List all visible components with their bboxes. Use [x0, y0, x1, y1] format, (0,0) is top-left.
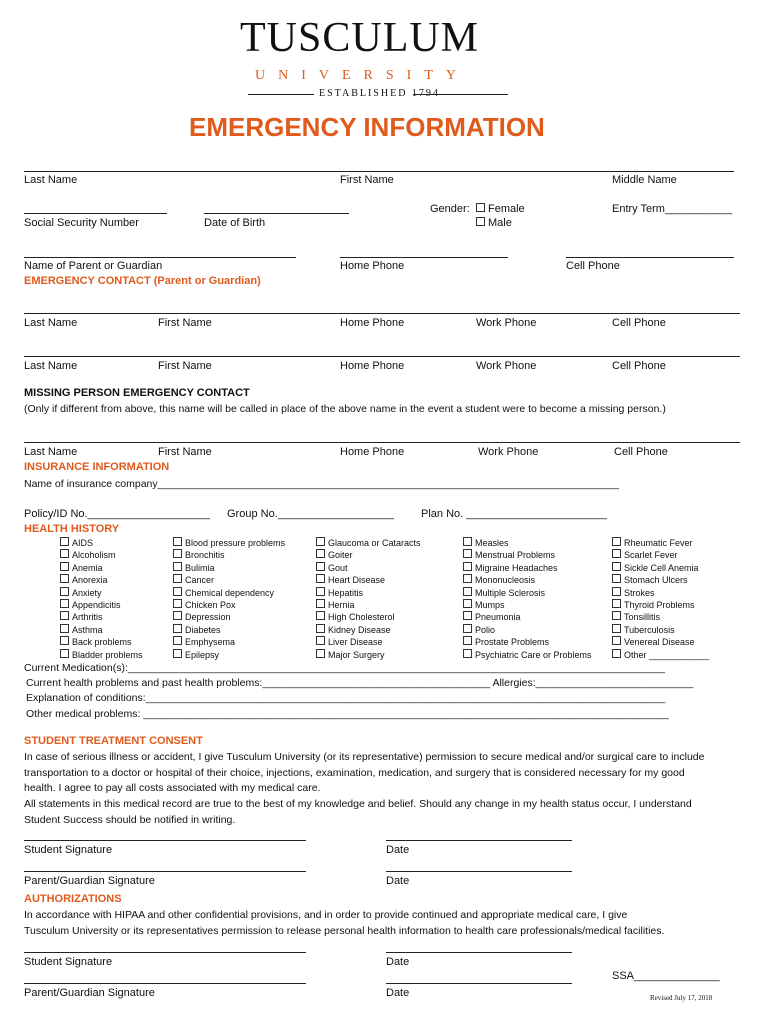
condition-label: Glaucoma or Cataracts — [328, 538, 421, 548]
health-condition-item[interactable] — [612, 574, 709, 586]
condition-label: Other ____________ — [624, 649, 710, 660]
condition-label: Thyroid Problems — [624, 600, 695, 611]
condition-label: Arthritis — [72, 612, 103, 623]
health-condition-item[interactable] — [463, 537, 592, 549]
condition-label: Bladder problems — [72, 649, 143, 660]
condition-checkbox[interactable] — [173, 599, 182, 608]
emergency-1-work: Work Phone — [476, 317, 537, 329]
health-condition-item[interactable] — [173, 537, 285, 549]
consent-parent-date-line[interactable] — [386, 871, 572, 872]
health-condition-item[interactable] — [612, 549, 709, 561]
logo-rule-left — [248, 94, 314, 95]
condition-label: Diabetes — [185, 624, 221, 635]
missing-first: First Name — [158, 446, 212, 458]
health-condition-item[interactable] — [463, 549, 592, 561]
ssn-label: Social Security Number — [24, 217, 139, 229]
condition-label: Kidney Disease — [328, 624, 391, 635]
condition-checkbox[interactable] — [612, 599, 621, 608]
condition-checkbox[interactable] — [463, 574, 472, 583]
current-medication-field[interactable]: Current Medication(s):____________________________________________________________________________________________ — [24, 662, 666, 674]
condition-checkbox[interactable] — [463, 611, 472, 620]
condition-label: AIDS — [72, 538, 94, 548]
consent-heading: STUDENT TREATMENT CONSENT — [24, 735, 203, 747]
condition-label: Mononucleosis — [475, 575, 536, 586]
condition-checkbox[interactable] — [60, 587, 69, 596]
condition-label: Rheumatic Fever — [624, 538, 693, 548]
university-logo-wordmark: TUSCULUM — [240, 15, 480, 61]
emergency-2-home: Home Phone — [340, 360, 405, 372]
condition-label: Polio — [475, 624, 496, 635]
condition-checkbox[interactable] — [60, 649, 69, 658]
auth-student-signature-label: Student Signature — [24, 956, 113, 968]
insurance-company-field[interactable]: Name of insurance company_______________________________________________________________________________ — [24, 478, 619, 490]
condition-checkbox[interactable] — [173, 624, 182, 633]
health-condition-item[interactable] — [612, 624, 709, 636]
entry-term-field[interactable]: Entry Term___________ — [612, 203, 733, 215]
condition-checkbox[interactable] — [316, 636, 325, 645]
condition-label: Multiple Sclerosis — [475, 587, 546, 598]
health-condition-item[interactable] — [316, 562, 421, 574]
health-condition-item[interactable] — [463, 624, 592, 636]
condition-checkbox[interactable] — [173, 537, 182, 546]
health-condition-item[interactable] — [463, 562, 592, 574]
condition-label: Venereal Disease — [624, 637, 695, 648]
guardian-home-line[interactable] — [340, 257, 508, 258]
health-condition-item[interactable] — [612, 636, 709, 648]
consent-line-3: health. I agree to pay all costs associated with my medical care. — [24, 782, 321, 794]
current-health-problems-field[interactable]: Current health problems and past health problems:_______________________________________ Allergies:___________________________ — [26, 677, 694, 689]
condition-checkbox[interactable] — [463, 549, 472, 558]
health-condition-item[interactable] — [60, 587, 143, 599]
missing-person-line[interactable] — [24, 442, 740, 443]
revised-date: Revised July 17, 2018 — [650, 994, 713, 1002]
condition-label: Pneumonia — [475, 612, 521, 623]
condition-label: Goiter — [328, 550, 353, 561]
plan-no-field[interactable]: Plan No. _______________________ — [421, 508, 607, 520]
dob-label: Date of Birth — [204, 217, 266, 229]
explanation-field[interactable]: Explanation of conditions:_________________________________________________________________________________________ — [26, 692, 666, 704]
condition-checkbox[interactable] — [463, 649, 472, 658]
policy-id-field[interactable]: Policy/ID No.____________________ — [24, 508, 210, 520]
condition-label: Bulimia — [185, 562, 215, 573]
condition-checkbox[interactable] — [612, 537, 621, 546]
condition-label: Chicken Pox — [185, 600, 236, 611]
condition-checkbox[interactable] — [60, 537, 69, 546]
condition-checkbox[interactable] — [612, 587, 621, 596]
health-condition-item[interactable] — [316, 537, 421, 549]
health-condition-item[interactable] — [612, 562, 709, 574]
condition-checkbox[interactable] — [173, 587, 182, 596]
condition-label: Liver Disease — [328, 637, 383, 648]
condition-label: Measles — [475, 538, 509, 548]
auth-parent-date-line[interactable] — [386, 983, 572, 984]
condition-label: Prostate Problems — [475, 637, 550, 648]
missing-work: Work Phone — [478, 446, 539, 458]
auth-line-2: Tusculum University or its representatives permission to release personal health information to health care professionals/medical facilities. — [24, 925, 665, 937]
health-condition-item[interactable] — [612, 611, 709, 623]
condition-label: Asthma — [72, 624, 103, 635]
condition-checkbox[interactable] — [173, 549, 182, 558]
consent-line-1: In case of serious illness or accident, I give Tusculum University (or its representative) permission to secure medical and/or surgical care to include — [24, 751, 705, 763]
other-medical-problems-field[interactable]: Other medical problems: __________________________________________________________________________________________ — [26, 708, 669, 720]
condition-checkbox[interactable] — [316, 611, 325, 620]
health-condition-item[interactable] — [60, 611, 143, 623]
first-name-label: First Name — [340, 174, 394, 186]
auth-parent-signature-label: Parent/Guardian Signature — [24, 987, 155, 999]
ssa-field[interactable]: SSA______________ — [612, 970, 720, 982]
insurance-heading: INSURANCE INFORMATION — [24, 461, 170, 473]
missing-cell: Cell Phone — [614, 446, 668, 458]
missing-person-heading: MISSING PERSON EMERGENCY CONTACT — [24, 387, 250, 399]
condition-label: Chemical dependency — [185, 587, 275, 598]
auth-line-1: In accordance with HIPAA and other confidential provisions, and in order to provide continued and appropriate medical care, I give — [24, 909, 628, 921]
condition-label: Strokes — [624, 587, 655, 598]
auth-student-signature-line[interactable] — [24, 952, 306, 953]
name-line[interactable] — [24, 171, 734, 172]
consent-parent-date-label: Date — [386, 875, 410, 887]
emergency-line-1[interactable] — [24, 313, 740, 314]
consent-line-5: Student Success should be notified in writing. — [24, 814, 236, 826]
gender-female-option[interactable] — [476, 203, 525, 215]
consent-student-date-line[interactable] — [386, 840, 572, 841]
female-label: Female — [488, 203, 525, 215]
established-label: ESTABLISHED 1794 — [319, 88, 440, 99]
emergency-1-home: Home Phone — [340, 317, 405, 329]
health-condition-item[interactable] — [60, 562, 143, 574]
condition-checkbox[interactable] — [463, 636, 472, 645]
emergency-1-cell: Cell Phone — [612, 317, 666, 329]
health-condition-item[interactable] — [316, 574, 421, 586]
health-col-3 — [316, 537, 421, 661]
condition-checkbox[interactable] — [173, 636, 182, 645]
condition-checkbox[interactable] — [612, 574, 621, 583]
condition-label: Anorexia — [72, 575, 108, 586]
health-condition-item[interactable] — [316, 587, 421, 599]
condition-checkbox[interactable] — [612, 611, 621, 620]
missing-home: Home Phone — [340, 446, 405, 458]
condition-checkbox[interactable] — [316, 599, 325, 608]
health-condition-item[interactable] — [173, 562, 285, 574]
health-condition-item[interactable] — [612, 599, 709, 611]
health-condition-item[interactable] — [463, 649, 592, 661]
health-condition-item[interactable] — [463, 636, 592, 648]
condition-checkbox[interactable] — [60, 562, 69, 571]
condition-checkbox[interactable] — [463, 599, 472, 608]
condition-label: Back problems — [72, 637, 132, 648]
condition-checkbox[interactable] — [173, 649, 182, 658]
condition-label: Epilepsy — [185, 649, 220, 660]
health-condition-item[interactable] — [316, 611, 421, 623]
health-condition-item[interactable] — [60, 574, 143, 586]
health-condition-item[interactable] — [612, 587, 709, 599]
health-condition-item[interactable] — [173, 636, 285, 648]
condition-label: Menstrual Problems — [475, 550, 556, 561]
male-label: Male — [488, 217, 512, 229]
gender-label: Gender: — [430, 203, 470, 215]
health-condition-item[interactable] — [463, 599, 592, 611]
last-name-label: Last Name — [24, 174, 78, 186]
condition-label: Hepatitis — [328, 587, 364, 598]
consent-parent-signature-label: Parent/Guardian Signature — [24, 875, 155, 887]
health-col-2 — [173, 537, 285, 661]
condition-label: Heart Disease — [328, 575, 386, 586]
middle-name-label: Middle Name — [612, 174, 677, 186]
health-condition-item[interactable] — [612, 537, 709, 549]
health-condition-item[interactable] — [60, 636, 143, 648]
missing-last: Last Name — [24, 446, 78, 458]
health-condition-item[interactable] — [173, 587, 285, 599]
guardian-cell-line[interactable] — [566, 257, 734, 258]
emergency-1-first: First Name — [158, 317, 212, 329]
condition-checkbox[interactable] — [463, 537, 472, 546]
condition-checkbox[interactable] — [463, 624, 472, 633]
emergency-2-last: Last Name — [24, 360, 78, 372]
condition-checkbox[interactable] — [173, 562, 182, 571]
condition-label: Blood pressure problems — [185, 538, 286, 548]
page-title: EMERGENCY INFORMATION — [189, 112, 545, 142]
health-condition-item[interactable] — [173, 599, 285, 611]
emergency-line-2[interactable] — [24, 356, 740, 357]
condition-checkbox[interactable] — [463, 587, 472, 596]
guardian-cell-label: Cell Phone — [566, 260, 620, 272]
condition-label: Hernia — [328, 600, 355, 611]
consent-line-4: All statements in this medical record are true to the best of my knowledge and belief. Should any change in my health status occur, I understand — [24, 798, 692, 810]
health-condition-item[interactable] — [173, 574, 285, 586]
guardian-home-label: Home Phone — [340, 260, 405, 272]
auth-student-date-label: Date — [386, 956, 410, 968]
health-col-5 — [612, 537, 709, 661]
condition-checkbox[interactable] — [316, 624, 325, 633]
condition-checkbox[interactable] — [173, 574, 182, 583]
health-condition-item[interactable] — [463, 574, 592, 586]
health-condition-item[interactable] — [60, 599, 143, 611]
condition-checkbox[interactable] — [60, 599, 69, 608]
condition-label: Tuberculosis — [624, 624, 675, 635]
condition-label: Psychiatric Care or Problems — [475, 649, 592, 660]
consent-parent-signature-line[interactable] — [24, 871, 306, 872]
condition-checkbox[interactable] — [60, 549, 69, 558]
condition-checkbox[interactable] — [60, 624, 69, 633]
gender-male-option[interactable] — [476, 217, 512, 229]
condition-label: Tonsillitis — [624, 612, 661, 623]
condition-label: Stomach Ulcers — [624, 575, 688, 586]
health-condition-item[interactable] — [60, 537, 143, 549]
health-condition-item[interactable] — [316, 599, 421, 611]
auth-parent-signature-line[interactable] — [24, 983, 306, 984]
auth-student-date-line[interactable] — [386, 952, 572, 953]
condition-checkbox[interactable] — [316, 562, 325, 571]
condition-checkbox[interactable] — [316, 587, 325, 596]
logo-rule-right — [413, 94, 508, 95]
female-checkbox[interactable] — [476, 203, 485, 212]
consent-student-signature-line[interactable] — [24, 840, 306, 841]
condition-checkbox[interactable] — [612, 649, 621, 658]
auth-parent-date-label: Date — [386, 987, 410, 999]
health-condition-item[interactable] — [463, 587, 592, 599]
condition-label: Scarlet Fever — [624, 550, 678, 561]
condition-label: Mumps — [475, 600, 505, 611]
condition-label: Major Surgery — [328, 649, 385, 660]
authorizations-heading: AUTHORIZATIONS — [24, 893, 122, 905]
emergency-2-first: First Name — [158, 360, 212, 372]
health-condition-item[interactable] — [316, 624, 421, 636]
missing-person-note: (Only if different from above, this name will be called in place of the above name in the event a student were to become a missing person.) — [24, 403, 666, 415]
health-condition-item[interactable] — [316, 549, 421, 561]
ssn-line[interactable] — [24, 213, 167, 214]
condition-label: Anemia — [72, 562, 103, 573]
consent-student-signature-label: Student Signature — [24, 844, 113, 856]
health-condition-item[interactable] — [173, 624, 285, 636]
health-condition-item[interactable] — [316, 649, 421, 661]
health-condition-item[interactable] — [173, 649, 285, 661]
emergency-2-cell: Cell Phone — [612, 360, 666, 372]
condition-label: High Cholesterol — [328, 612, 395, 623]
condition-checkbox[interactable] — [463, 562, 472, 571]
dob-line[interactable] — [204, 213, 349, 214]
health-col-1 — [60, 537, 143, 661]
health-condition-item[interactable] — [60, 624, 143, 636]
condition-label: Bronchitis — [185, 550, 225, 561]
guardian-line[interactable] — [24, 257, 296, 258]
health-history-heading: HEALTH HISTORY — [24, 523, 120, 535]
condition-label: Sickle Cell Anemia — [624, 562, 699, 573]
condition-checkbox[interactable] — [612, 549, 621, 558]
condition-label: Gout — [328, 562, 348, 573]
condition-checkbox[interactable] — [316, 649, 325, 658]
group-no-field[interactable]: Group No.___________________ — [227, 508, 394, 520]
health-col-4 — [463, 537, 592, 661]
health-condition-item[interactable] — [60, 649, 143, 661]
emergency-1-last: Last Name — [24, 317, 78, 329]
male-checkbox[interactable] — [476, 217, 485, 226]
condition-checkbox[interactable] — [60, 574, 69, 583]
condition-label: Migraine Headaches — [475, 562, 558, 573]
consent-line-2: transportation to a doctor or hospital of their choice, injections, examination, medication, and surgery that is considered necessary for my good — [24, 767, 685, 779]
condition-label: Cancer — [185, 575, 215, 586]
emergency-2-work: Work Phone — [476, 360, 537, 372]
condition-checkbox[interactable] — [60, 611, 69, 620]
condition-checkbox[interactable] — [316, 574, 325, 583]
condition-label: Emphysema — [185, 637, 236, 648]
guardian-label: Name of Parent or Guardian — [24, 260, 163, 272]
condition-checkbox[interactable] — [612, 562, 621, 571]
condition-label: Appendicitis — [72, 600, 121, 611]
health-condition-item[interactable] — [612, 649, 709, 661]
health-condition-item[interactable] — [173, 549, 285, 561]
condition-checkbox[interactable] — [612, 624, 621, 633]
condition-label: Anxiety — [72, 587, 102, 598]
condition-checkbox[interactable] — [60, 636, 69, 645]
emergency-contact-heading: EMERGENCY CONTACT (Parent or Guardian) — [24, 275, 261, 287]
condition-label: Alcoholism — [72, 550, 116, 561]
condition-label: Depression — [185, 612, 231, 623]
health-condition-item[interactable] — [173, 611, 285, 623]
condition-checkbox[interactable] — [316, 537, 325, 546]
health-condition-item[interactable] — [463, 611, 592, 623]
health-condition-item[interactable] — [316, 636, 421, 648]
condition-checkbox[interactable] — [612, 636, 621, 645]
condition-checkbox[interactable] — [173, 611, 182, 620]
consent-student-date-label: Date — [386, 844, 410, 856]
health-condition-item[interactable] — [60, 549, 143, 561]
condition-checkbox[interactable] — [316, 549, 325, 558]
university-logo-subtitle: UNIVERSITY — [255, 68, 469, 83]
